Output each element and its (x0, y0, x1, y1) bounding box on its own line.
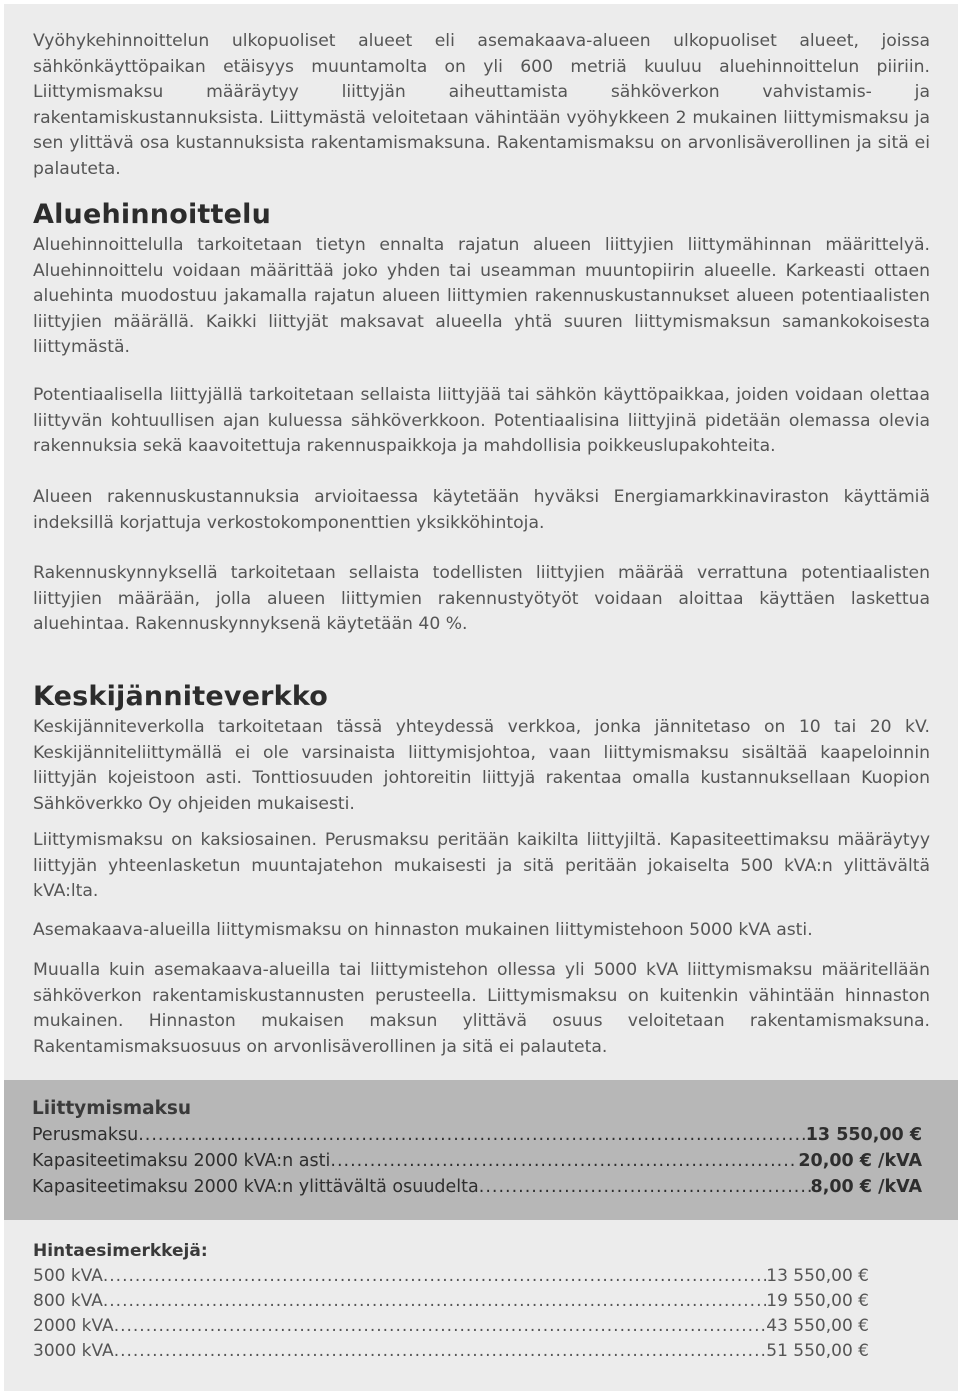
keskijanniteverkko-paragraph-4: Muualla kuin asemakaava-alueilla tai liittymistehon ollessa yli 5000 kVA liittymismaksu määritellään sähköverkon rakentamiskustannusten perusteella. Liittymismaksu on kuitenkin vähintään hinnaston mukainen. Hinnaston mukaisen maksun ylittävä osuus veloitetaan rakentamismaksuna. Rakentamismaksuosuus on arvonlisäverollinen ja sitä ei palauteta. (33, 960, 930, 1057)
document-page (4, 4, 958, 1391)
liittymismaksu-title: Liittymismaksu (32, 1098, 192, 1119)
example-label: 3000 kVA (33, 1341, 114, 1361)
keskijanniteverkko-paragraph-2: Liittymismaksu on kaksiosainen. Perusmaksu peritään kaikilta liittyjiltä. Kapasiteettimaksu määräytyy liittyjän yhteenlasketun muuntajatehon mukaisesti ja sitä peritään jokaiselta 500 kVA:n ylittävältä kVA:lta. (33, 830, 930, 901)
price-label: Kapasiteetimaksu 2000 kVA:n asti (32, 1151, 331, 1171)
keskijanniteverkko-paragraph-3: Asemakaava-alueilla liittymismaksu on hinnaston mukainen liittymistehoon 5000 kVA asti. (33, 920, 813, 940)
dot-leader (114, 1341, 767, 1361)
keskijanniteverkko-p2-block (33, 828, 930, 905)
aluehinnoittelu-paragraph-3: Alueen rakennuskustannuksia arvioitaessa käytetään hyväksi Energiamarkkinaviraston käyttämiä indeksillä korjattuja verkostokomponenttien yksikköhintoja. (33, 487, 930, 533)
aluehinnoittelu-p3-block (33, 485, 930, 536)
price-value: 20,00 € /kVA (798, 1151, 922, 1171)
dot-leader (103, 1291, 766, 1311)
aluehinnoittelu-p2-block (33, 383, 930, 460)
intro-section (33, 29, 930, 182)
dot-leader (114, 1316, 767, 1336)
example-row (33, 1341, 869, 1366)
example-label: 800 kVA (33, 1291, 103, 1311)
dot-leader (103, 1266, 766, 1286)
keskijanniteverkko-p4-block (33, 958, 930, 1060)
aluehinnoittelu-heading: Aluehinnoittelu (33, 199, 272, 230)
keskijanniteverkko-heading: Keskijänniteverkko (33, 681, 328, 712)
aluehinnoittelu-paragraph-2: Potentiaalisella liittyjällä tarkoitetaan sellaista liittyjää tai sähkön käyttöpaikkaa, joiden voidaan olettaa liittyvän kohtuullisen ajan kuluessa sähköverkkoon. Potentiaalisina liittyjinä pidetään olemassa olevia rakennuksia sekä kaavoitettuja rakennuspaikkoja ja mahdollisia poikkeuslupakohteita. (33, 385, 930, 456)
example-value: 19 550,00 € (766, 1291, 869, 1311)
example-label: 2000 kVA (33, 1316, 114, 1336)
example-label: 500 kVA (33, 1266, 103, 1286)
aluehinnoittelu-paragraph-4: Rakennuskynnyksellä tarkoitetaan sellaista todellisten liittyjien määrää verrattuna potentiaalisten liittyjien määrään, jolla alueen liittymien rakennustyötyöt voidaan aloittaa käyttäen laskettua aluehintaa. Rakennuskynnyksenä käytetään 40 %. (33, 563, 930, 634)
dot-leader (330, 1151, 798, 1171)
price-label: Perusmaksu (32, 1125, 139, 1145)
keskijanniteverkko-section (33, 679, 930, 817)
example-row (33, 1266, 869, 1291)
aluehinnoittelu-p4-block (33, 561, 930, 638)
aluehinnoittelu-paragraph-1: Aluehinnoittelulla tarkoitetaan tietyn ennalta rajatun alueen liittyjien liittymähinnan määrittelyä. Aluehinnoittelu voidaan määrittää joko yhden tai useamman muuntopiirin alueelle. Karkeasti ottaen aluehinta muodostuu jakamalla rajatun alueen liittymien rakennuskustannukset alueen potentiaalisten liittyjien määrällä. Kaikki liittyjät maksavat alueella yhtä suuren liittymismaksun samankokoisesta liittymästä. (33, 235, 930, 357)
liittymismaksu-box (4, 1080, 958, 1220)
price-row-kapasiteetti-ylittava (32, 1177, 922, 1202)
intro-paragraph: Vyöhykehinnoittelun ulkopuoliset alueet eli asemakaava-alueen ulkopuoliset alueet, joissa sähkönkäyttöpaikan etäisyys muuntamolta on yli 600 metriä kuuluu aluehinnoittelun piiriin. Liittymismaksu määräytyy liittyjän aiheuttamista sähköverkon vahvistamis- ja rakentamiskustannuksista. Liittymästä veloitetaan vähintään vyöhykkeen 2 mukainen liittymismaksu ja sen ylittävä osa kustannuksista rakentamismaksuna. Rakentamismaksu on arvonlisäverollinen ja sitä ei palauteta. (33, 31, 930, 179)
aluehinnoittelu-section (33, 197, 930, 361)
dot-leader (138, 1125, 806, 1145)
keskijanniteverkko-paragraph-1: Keskijänniteverkolla tarkoitetaan tässä yhteydessä verkkoa, jonka jännitetaso on 10 tai 20 kV. Keskijänniteliittymällä ei ole varsinaista liittymisjohtoa, vaan liittymismaksu sisältää kaapeloinnin liittyjän kojeistoon asti. Tonttiosuuden johtoreitin liittyjä rakentaa omalla kustannuksellaan Kuopion Sähköverkko Oy ohjeiden mukaisesti. (33, 717, 930, 814)
keskijanniteverkko-p3-block (33, 918, 930, 944)
example-row (33, 1316, 869, 1341)
price-label: Kapasiteetimaksu 2000 kVA:n ylittävältä osuudelta (32, 1177, 479, 1197)
example-row (33, 1291, 869, 1316)
price-row-perusmaksu (32, 1125, 922, 1150)
dot-leader (479, 1177, 811, 1197)
price-row-kapasiteetti-asti (32, 1151, 922, 1176)
hintaesimerkkeja-title: Hintaesimerkkejä: (33, 1241, 208, 1261)
example-value: 51 550,00 € (766, 1341, 869, 1361)
example-value: 43 550,00 € (766, 1316, 869, 1336)
price-value: 8,00 € /kVA (810, 1177, 922, 1197)
price-value: 13 550,00 € (805, 1125, 922, 1145)
example-value: 13 550,00 € (766, 1266, 869, 1286)
